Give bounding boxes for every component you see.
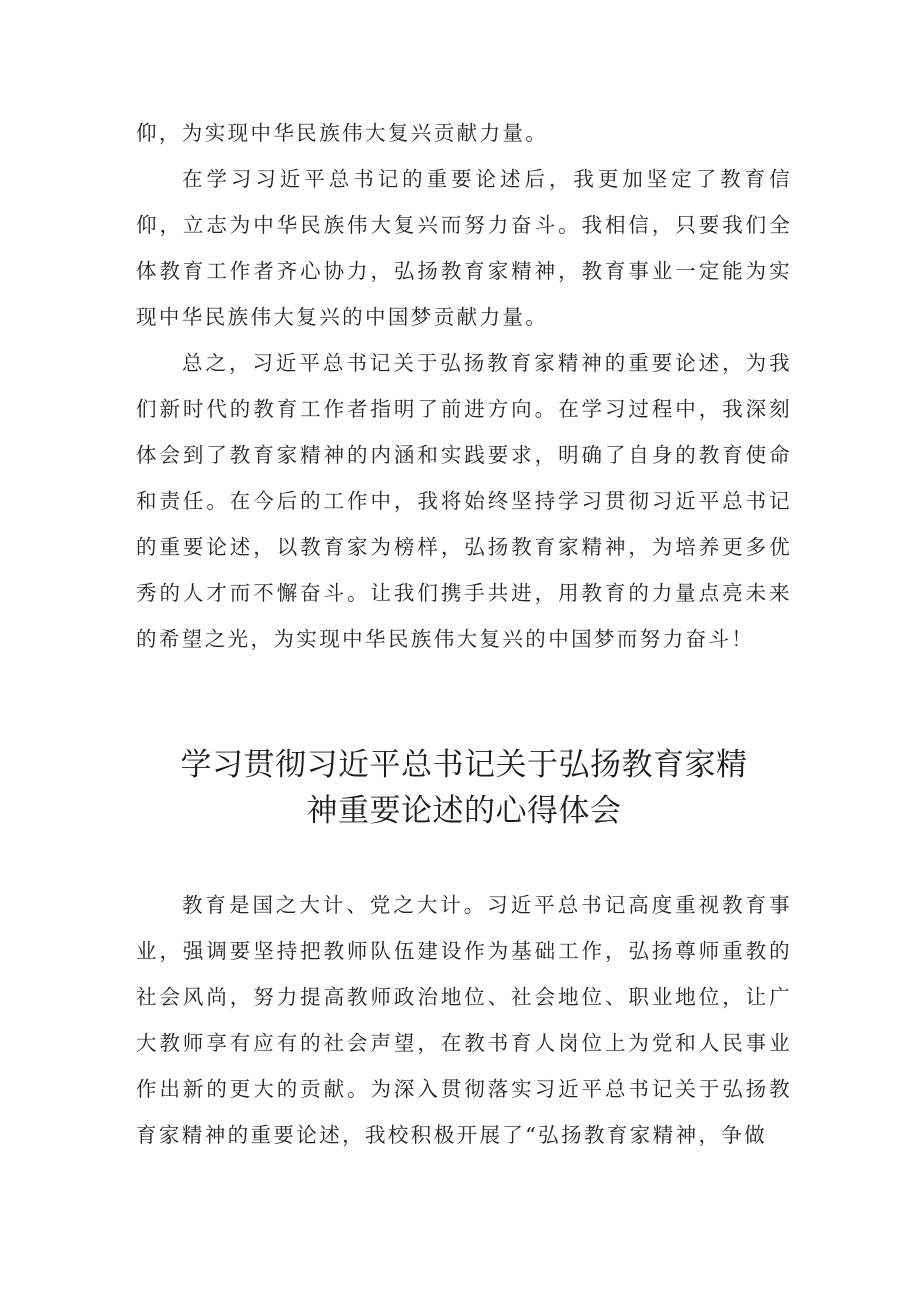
paragraph-intro: 教育是国之大计、党之大计。习近平总书记高度重视教育事业，强调要坚持把教师队伍建设作为基础工作，弘扬尊师重教的社会风尚，努力提高教师政治地位、社会地位、职业地位，让广大教师享有应有的社会声望，在教书育人岗位上为党和人民事业作出新的更大的贡献。为深入贯彻落实习近平总书记关于弘扬教育家精神的重要论述，我校积极开展了“弘扬教育家精神，争做 [136, 893, 792, 1147]
body-section-bottom [136, 882, 792, 1158]
paragraph-belief: 在学习习近平总书记的重要论述后，我更加坚定了教育信仰，立志为中华民族伟大复兴而努力奋斗。我相信，只要我们全体教育工作者齐心协力，弘扬教育家精神，教育事业一定能为实现中华民族伟大复兴的中国梦贡献力量。 [136, 167, 792, 329]
essay-title [136, 742, 792, 834]
body-section-top [136, 110, 792, 662]
essay-title-line-2: 神重要论述的心得体会 [306, 793, 622, 829]
paragraph-continued: 仰，为实现中华民族伟大复兴贡献力量。 [136, 121, 549, 145]
essay-title-line-1: 学习贯彻习近平总书记关于弘扬教育家精 [180, 747, 748, 783]
paragraph-conclusion: 总之，习近平总书记关于弘扬教育家精神的重要论述，为我们新时代的教育工作者指明了前进方向。在学习过程中，我深刻体会到了教育家精神的内涵和实践要求，明确了自身的教育使命和责任。在今后的工作中，我将始终坚持学习贯彻习近平总书记的重要论述，以教育家为榜样，弘扬教育家精神，为培养更多优秀的人才而不懈奋斗。让我们携手共进，用教育的力量点亮未来的希望之光，为实现中华民族伟大复兴的中国梦而努力奋斗！ [136, 351, 792, 651]
